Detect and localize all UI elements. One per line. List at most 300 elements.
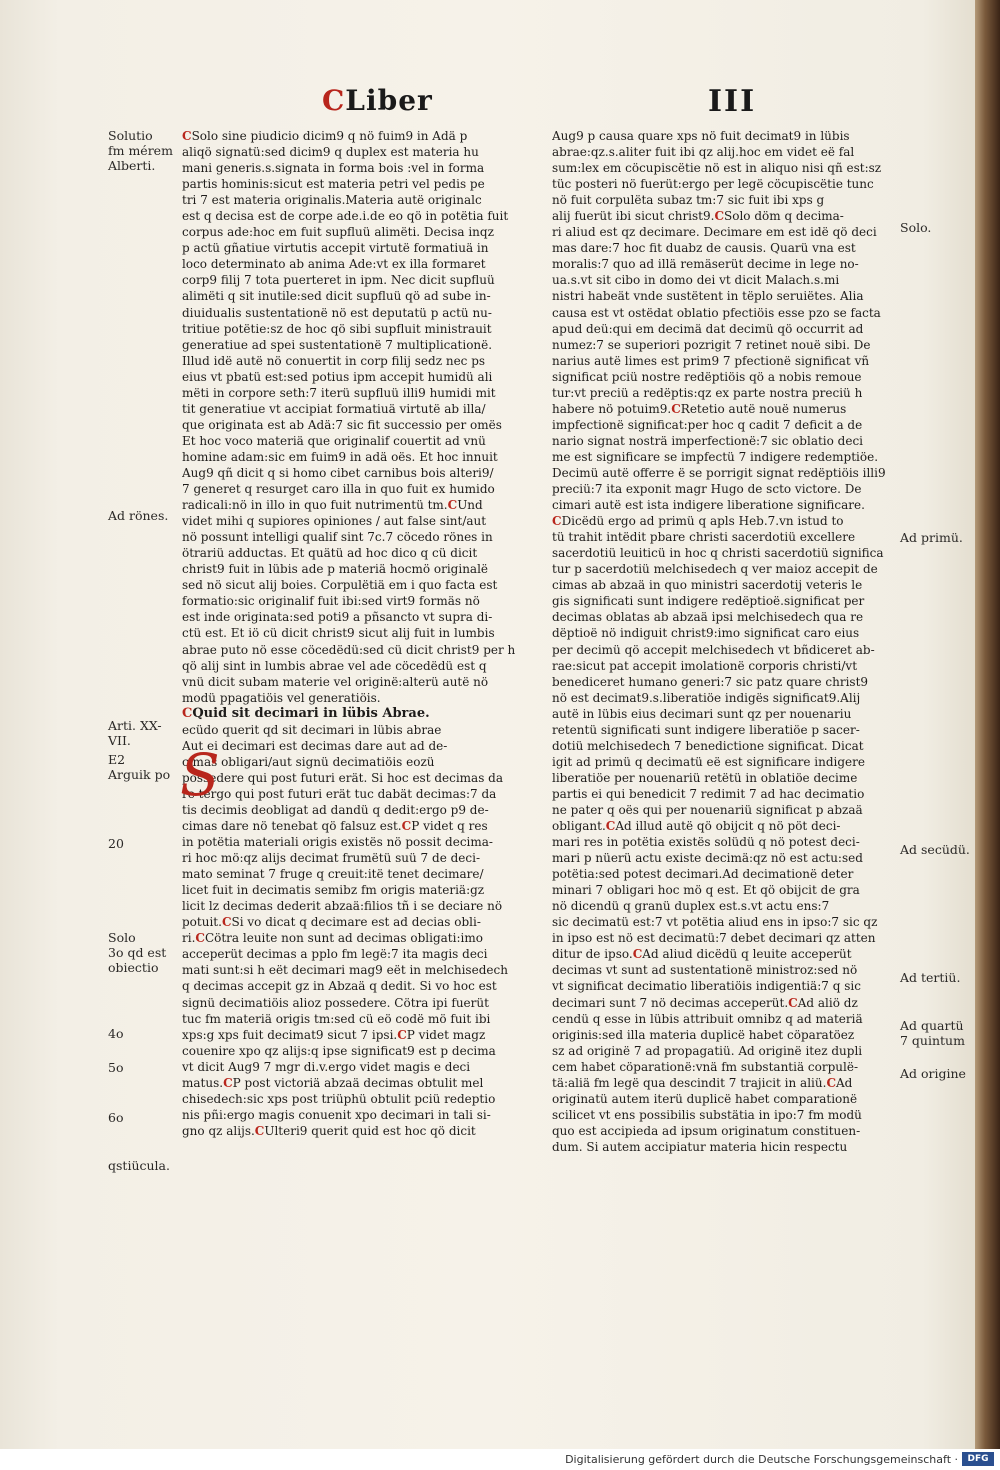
text-line	[182, 754, 534, 770]
right-text-column	[552, 128, 897, 1155]
text-line	[552, 1011, 897, 1027]
line-text: P videt q res	[411, 819, 488, 834]
line-text: tuc fm materiä origis tm:sed cü eö codë mö fuit ibi	[182, 1011, 491, 1026]
text-line	[182, 738, 534, 754]
text-line	[182, 642, 534, 658]
line-text: sic decimatü est:7 vt potëtia aliud ens in ipso:7 sic qz	[552, 915, 878, 930]
line-text: possedere qui post futuri erät. Si hoc est decimas da	[182, 770, 504, 785]
line-text: gis significati sunt indigere redëptioë.significat per	[552, 594, 865, 609]
line-text: Illud idë autë nö conuertit in corp filij sedz nec ps	[182, 353, 486, 368]
line-text: 7 generet q resurget caro illa in quo fuit ex humido	[182, 482, 495, 497]
text-line	[552, 321, 897, 337]
text-line	[552, 465, 897, 481]
text-line	[552, 898, 897, 914]
line-text: ri.	[182, 931, 196, 946]
line-text: quo est accipieda ad ipsum originatum constituen-	[552, 1123, 861, 1138]
text-line	[552, 1059, 897, 1075]
left-text-column	[182, 128, 534, 1139]
margin-note: Arti. XX- VII.	[108, 718, 162, 748]
text-line	[182, 144, 534, 160]
rubric-mark: C	[788, 995, 798, 1010]
text-line	[552, 545, 897, 561]
text-line	[182, 898, 534, 914]
line-text: ditur de ipso.	[552, 947, 633, 962]
line-text: nario signat nosträ imperfectionë:7 sic oblatio deci	[552, 433, 864, 448]
line-text: aliqö signatü:sed dicim9 q duplex est materia hu	[182, 145, 479, 160]
text-line	[552, 1091, 897, 1107]
text-line	[552, 914, 897, 930]
line-text: cimas ab abzaä in quo ministri sacerdotij veteris le	[552, 578, 863, 593]
text-line	[182, 353, 534, 369]
rubric-mark: C	[605, 819, 616, 834]
text-line	[182, 465, 534, 481]
text-line	[552, 353, 897, 369]
text-line	[552, 738, 897, 754]
line-text: Cötra leuite non sunt ad decimas obligati:imo	[204, 931, 483, 946]
text-line	[182, 176, 534, 192]
text-line	[182, 946, 534, 962]
line-text: mas dare:7 hoc fit duabz de causis. Quarü vna est	[552, 241, 856, 256]
line-text: licet fuit in decimatis semibz fm origis materiä:gz	[182, 883, 485, 898]
margin-note: Ad quartü 7 quintum	[900, 1018, 965, 1048]
text-line	[552, 433, 897, 449]
line-text: ua.s.vt sit cibo in domo dei vt dicit Malach.s.mi	[552, 273, 840, 288]
line-text: cimas dare nö tenebat qö falsuz est.	[182, 819, 402, 834]
text-line	[552, 642, 897, 658]
line-text: tä:aliä fm legë qua descindit 7 trajicit in aliü.	[552, 1075, 827, 1090]
line-text: partis hominis:sicut est materia petri vel pedis pe	[182, 177, 485, 192]
line-text: minari 7 obligari hoc mö q est. Et qö obijcit de gra	[552, 883, 860, 898]
text-line	[182, 722, 534, 738]
text-line	[182, 1011, 534, 1027]
line-text: tri 7 est materia originalis.Materia autë originalc	[182, 193, 482, 208]
line-text: re tergo qui post futuri erät tuc dabät decimas:7 da	[182, 786, 497, 801]
line-text: rae:sicut pat accepit imolationë corporis christi/vt	[552, 658, 858, 673]
text-line	[552, 1107, 897, 1123]
line-text: ri aliud est qz decimare. Decimare em est idë qö deci	[552, 225, 877, 240]
line-text: ötrariü adductas. Et quätü ad hoc dico q cü dicit	[182, 546, 478, 561]
text-line	[182, 609, 534, 625]
line-text: ecüdo querit qd sit decimari in lübis abrae	[182, 722, 442, 737]
line-text: liberatiöe per nouenariü retëtü in oblatiöe decime	[552, 770, 858, 785]
line-text: Si vo dicat q decimare est ad decias obli-	[231, 915, 481, 930]
rubric-mark: C	[671, 401, 681, 416]
text-line	[182, 866, 534, 882]
line-text: P post victoriä abzaä decimas obtulit mel	[232, 1075, 484, 1090]
margin-note: Ad secüdü.	[900, 842, 970, 857]
text-line	[182, 305, 534, 321]
line-text: tis decimis deobligat ad dandü q dedit:ergo p9 de-	[182, 802, 489, 817]
line-text: que originata est ab Adä:7 sic fit successio per omës	[182, 417, 502, 432]
line-text: in potëtia materiali origis existës nö possit decima-	[182, 835, 493, 850]
text-line	[182, 674, 534, 690]
line-text: cendü q esse in lübis attribuit omnibz q ad materiä	[552, 1011, 863, 1026]
line-text: originatü autem iterü duplicë habet comparationë	[552, 1091, 858, 1106]
line-text: signü decimatiöis alioz possedere. Cötra ipi fuerüt	[182, 995, 489, 1010]
line-text: videt mihi q supiores opiniones / aut false sint/aut	[182, 514, 487, 529]
line-text: acceperüt decimas a pplo fm legë:7 ita magis deci	[182, 947, 488, 962]
line-text: Dicëdü ergo ad primü q apls Heb.7.vn istud to	[561, 514, 844, 529]
text-line	[182, 882, 534, 898]
text-line	[552, 1139, 897, 1155]
margin-note: qstiücula.	[108, 1158, 170, 1173]
line-text: nistri habeät vnde sustëtent in tëplo seruiëtes. Alia	[552, 289, 864, 304]
line-text: numez:7 se superiori pozrigit 7 retinet nouë sibi. De	[552, 337, 871, 352]
line-text: q decimas accepit gz in Abzaä q dedit. Si vo hoc est	[182, 979, 497, 994]
line-text: tur:vt preciü a redëptis:qz ex parte nostra preciü h	[552, 385, 863, 400]
line-text: moralis:7 quo ad illä remäserüt decime in lege no-	[552, 257, 859, 272]
line-text: tritiue potëtie:sz de hoc qö sibi supfluit ministrauit	[182, 321, 492, 336]
line-text: vt significat decimatio liberatiöis indigentiä:7 q sic	[552, 979, 861, 994]
text-line	[182, 449, 534, 465]
text-line	[552, 674, 897, 690]
line-text: retentü significati sunt indigere liberatiöe p sacer-	[552, 722, 860, 737]
line-text: abrae puto nö esse cöcedëdü:sed cü dicit christ9 per h	[182, 642, 516, 657]
text-line	[552, 144, 897, 160]
text-line	[552, 481, 897, 497]
text-line	[552, 272, 897, 288]
rubric-mark: C	[714, 209, 725, 224]
text-line	[182, 513, 534, 529]
margin-note: Ad rönes.	[108, 508, 169, 523]
line-text: vnü dicit subam materie vel originë:alterü autë nö	[182, 674, 489, 689]
text-line	[552, 192, 897, 208]
line-text: tur p sacerdotiü melchisedech q ver maioz accepit de	[552, 562, 878, 577]
text-line	[552, 802, 897, 818]
text-line	[182, 337, 534, 353]
text-line	[552, 930, 897, 946]
line-text: vt dicit Aug9 7 mgr di.v.ergo videt magis e deci	[182, 1059, 471, 1074]
text-line	[182, 1075, 534, 1091]
text-line	[552, 625, 897, 641]
text-line	[182, 256, 534, 272]
line-text: Ad illud autë qö obijcit q nö pöt deci-	[615, 819, 841, 834]
text-line	[182, 834, 534, 850]
line-text: Und	[457, 498, 483, 513]
line-text: Aut ei decimari est decimas dare aut ad de-	[182, 738, 448, 753]
text-line	[182, 690, 534, 706]
line-text: tit generatiue vt accipiat formatiuä virtutë ab illa/	[182, 401, 486, 416]
line-text: est inde originata:sed poti9 a pñsancto vt supra di-	[182, 610, 493, 625]
line-text: sz ad originë 7 ad propagatiü. Ad originë itez dupli	[552, 1043, 863, 1058]
line-text: dëptioë nö indiguit christ9:imo significat caro eius	[552, 626, 860, 641]
line-text: Ulteri9 querit quid est hoc qö dicit	[264, 1123, 476, 1138]
text-line	[552, 1043, 897, 1059]
line-text: igit ad primü q decimatü eë est significare indigere	[552, 754, 865, 769]
line-text: nö possunt intelligi qualif sint 7c.7 cöcedo rönes in	[182, 530, 493, 545]
text-line	[182, 288, 534, 304]
text-line	[182, 1059, 534, 1075]
margin-note: Solo.	[900, 220, 932, 235]
rubric-mark: C	[182, 129, 192, 143]
line-text: ctü est. Et iö cü dicit christ9 sicut alij fuit in lumbis	[182, 626, 495, 641]
text-line	[552, 497, 897, 513]
text-line	[182, 1107, 534, 1123]
text-line	[552, 834, 897, 850]
line-text: eius vt pbatü est:sed potius ipm accepit humidü ali	[182, 369, 493, 384]
line-text: Quid sit decimari in lübis Abrae.	[192, 705, 430, 721]
rubric-mark: C	[447, 498, 458, 513]
footer-credit: Digitalisierung gefördert durch die Deutsche Forschungsgemeinschaft ·	[565, 1453, 958, 1466]
line-text: partis ei qui benedicit 7 redimit 7 ad hac decimatio	[552, 786, 865, 801]
line-text: tü trahit intëdit pbare christi sacerdotiü excellere	[552, 530, 856, 545]
text-line	[552, 1123, 897, 1139]
line-text: decimari sunt 7 nö decimas acceperüt.	[552, 995, 789, 1010]
rubric-mark: C	[223, 1075, 233, 1090]
rubric-mark: C	[254, 1123, 265, 1138]
text-line	[182, 818, 534, 834]
text-line	[182, 1091, 534, 1107]
text-line	[552, 770, 897, 786]
text-line	[552, 706, 897, 722]
line-text: abrae:qz.s.aliter fuit ibi qz alij.hoc em videt eë fal	[552, 145, 855, 160]
text-line	[552, 449, 897, 465]
text-line	[552, 1027, 897, 1043]
text-line	[182, 208, 534, 224]
text-line	[182, 561, 534, 577]
line-text: qö alij sint in lumbis abrae vel ade cöcedëdü est q	[182, 658, 487, 673]
line-text: nö dicendü q granü duplex est.s.vt actu ens:7	[552, 899, 830, 914]
text-line	[552, 882, 897, 898]
text-line	[182, 401, 534, 417]
text-line	[182, 802, 534, 818]
line-text: licit lz decimas dederit abzaä:filios tñ i se deciare nö	[182, 899, 503, 914]
text-line	[552, 288, 897, 304]
text-line	[552, 722, 897, 738]
line-text: me est significare se impfectü 7 indigere redemptiöe.	[552, 449, 879, 464]
line-text: Solo döm q decima-	[724, 209, 844, 224]
margin-note: 5o	[108, 1060, 124, 1075]
text-line	[552, 224, 897, 240]
text-line	[552, 850, 897, 866]
line-text: mari p nüerü actu existe decimä:qz nö est actu:sed	[552, 851, 863, 866]
rubric-mark: C	[397, 1027, 407, 1042]
text-line	[552, 417, 897, 433]
rubric-mark: C	[182, 705, 193, 721]
rubric-mark: C	[552, 514, 562, 529]
rubric-mark: C	[195, 931, 205, 946]
line-text: narius autë limes est prim9 7 pfectionë significat vñ	[552, 353, 870, 368]
rubric-mark: C	[221, 915, 232, 930]
text-line	[182, 272, 534, 288]
running-title-mark: C	[322, 84, 346, 117]
margin-note: Ad tertiü.	[900, 970, 961, 985]
line-text: sed nö sicut alij boies. Corpulëtiä em i quo facta est	[182, 578, 498, 593]
line-text: per decimü qö accepit melchisedech vt bñdiceret ab-	[552, 642, 875, 657]
text-line	[552, 754, 897, 770]
line-text: mani generis.s.signata in forma bois :vel in forma	[182, 161, 485, 176]
line-text: ne pater q oës qui per nouenariü significat p abzaä	[552, 802, 863, 817]
line-text: alimëti q sit inutile:sed dicit supfluü qö ad sube in-	[182, 289, 491, 304]
text-line	[552, 337, 897, 353]
line-text: Et hoc voco materiä que originalif couertit ad vnü	[182, 433, 486, 448]
line-text: nis pñi:ergo magis conuenit xpo decimari in tali si-	[182, 1107, 491, 1122]
line-text: est q decisa est de corpe ade.i.de eo qö in potëtia fuit	[182, 209, 509, 224]
margin-note: 20	[108, 836, 124, 851]
text-line	[182, 481, 534, 497]
dfg-logo-icon: DFG	[962, 1452, 994, 1466]
text-line	[552, 609, 897, 625]
line-text: matus.	[182, 1075, 224, 1090]
text-line	[552, 690, 897, 706]
line-text: causa est vt ostëdat oblatio pfectiöis esse pzo se facta	[552, 305, 881, 320]
text-line	[182, 770, 534, 786]
line-text: preciü:7 ita exponit magr Hugo de scto victore. De	[552, 482, 862, 497]
line-text: nö est decimat9.s.liberatiöe indigës significat9.Alij	[552, 690, 861, 705]
line-text: cimas obligari/aut signü decimatiöis eozü	[182, 754, 435, 769]
margin-note: Solo 3o qd est obiectio	[108, 930, 167, 975]
running-title	[322, 84, 433, 120]
line-text: nö fuit corpulëta subaz tm:7 sic fuit ibi xps g	[552, 193, 825, 208]
text-line	[552, 529, 897, 545]
text-line	[182, 625, 534, 641]
text-line	[552, 256, 897, 272]
line-text: apud deü:qui em decimä dat decimü qö occurrit ad	[552, 321, 864, 336]
text-line	[182, 321, 534, 337]
text-line	[182, 995, 534, 1011]
text-line	[552, 866, 897, 882]
line-text: P videt magz	[406, 1027, 486, 1042]
decorated-initial-s: S	[180, 741, 220, 809]
line-text: Retetio autë nouë numerus	[680, 401, 847, 416]
line-text: Ad aliö dz	[797, 995, 858, 1010]
text-line	[552, 946, 897, 962]
line-text: originis:sed illa materia duplicë habet cöparatöez	[552, 1027, 855, 1042]
line-text: dum. Si autem accipiatur materia hicin respectu	[552, 1139, 848, 1154]
text-line	[552, 385, 897, 401]
text-line	[182, 385, 534, 401]
line-text: alij fuerüt ibi sicut christ9.	[552, 209, 715, 224]
text-line	[182, 160, 534, 176]
line-text: modü ppagatiöis vel generatiöis.	[182, 690, 381, 705]
text-line	[182, 417, 534, 433]
text-line	[182, 433, 534, 449]
line-text: significat pciü nostre redëptiöis qö a nobis remoue	[552, 369, 862, 384]
line-text: potuit.	[182, 915, 222, 930]
text-line	[182, 786, 534, 802]
text-line	[552, 995, 897, 1011]
line-text: corp9 filij 7 tota puerteret in ipm. Nec dicit supfluü	[182, 273, 495, 288]
line-text: decimas vt sunt ad sustentationë ministroz:sed nö	[552, 963, 858, 978]
text-line	[552, 240, 897, 256]
text-line	[552, 1075, 897, 1091]
line-text: Aug9 qñ dicit q si homo cibet carnibus bois alteri9/	[182, 465, 494, 480]
text-line	[552, 401, 897, 417]
running-title-text: Liber	[345, 84, 433, 117]
line-text: Ad	[836, 1075, 853, 1090]
margin-note: Ad primü.	[900, 530, 963, 545]
text-line	[552, 593, 897, 609]
text-line	[182, 192, 534, 208]
line-text: p actü gñatiue virtutis accepit virtutë formatiuä in	[182, 241, 489, 256]
text-line	[182, 930, 534, 946]
text-line	[182, 369, 534, 385]
folio-number: III	[708, 84, 757, 119]
line-text: radicali:nö in illo in quo fuit nutrimentü tm.	[182, 498, 448, 513]
line-text: benediceret humano generi:7 sic patz quare christ9	[552, 674, 869, 689]
line-text: cem habet cöparationë:vnä fm substantiä corpulë-	[552, 1059, 859, 1074]
line-text: in ipso est nö est decimatü:7 debet decimari qz atten	[552, 931, 876, 946]
line-text: sum:lex em cöcupiscëtie nö est in aliquo nisi qñ est:sz	[552, 161, 882, 176]
text-line	[552, 369, 897, 385]
text-line	[182, 850, 534, 866]
text-line	[552, 786, 897, 802]
text-line	[552, 160, 897, 176]
line-text: Solo sine piudicio dicim9 q nö fuim9 in Adä p	[191, 129, 468, 143]
line-text: generatiue ad spei sustentationë 7 multiplicationë.	[182, 337, 493, 352]
text-line	[552, 561, 897, 577]
line-text: Aug9 p causa quare xps nö fuit decimat9 in lübis	[552, 129, 850, 143]
text-line	[182, 529, 534, 545]
rubric-mark: C	[632, 947, 643, 962]
line-text: gno qz alijs.	[182, 1123, 255, 1138]
line-text: habere nö potuim9.	[552, 401, 672, 416]
line-text: Decimü autë offerre ë se porrigit signat redëptiöis illi9	[552, 465, 886, 480]
text-line	[182, 658, 534, 674]
line-text: formatio:sic originalif fuit ibi:sed virt9 formäs nö	[182, 594, 480, 609]
margin-note: Solutio fm mérem Alberti.	[108, 128, 173, 173]
text-line	[552, 818, 897, 834]
line-text: potëtia:sed potest decimari.Ad decimationë deter	[552, 867, 854, 882]
line-text: Ad aliud dicëdü q leuite acceperüt	[642, 947, 852, 962]
text-line	[182, 962, 534, 978]
line-text: decimas oblatas ab abzaä ipsi melchisedech qua re	[552, 610, 864, 625]
line-text: mato seminat 7 fruge q creuit:itë tenet decimare/	[182, 867, 484, 882]
line-text: mëti in corpore seth:7 iterü supfluü illi9 humidi mit	[182, 385, 496, 400]
line-text: mati sunt:si h eët decimari mag9 eët in melchisedech	[182, 963, 508, 978]
text-line	[552, 176, 897, 192]
text-line	[182, 224, 534, 240]
text-line	[182, 978, 534, 994]
line-text: loco determinato ab anima Ade:vt ex illa formaret	[182, 257, 486, 272]
line-text: scilicet vt ens possibilis substätia in ipo:7 fm modü	[552, 1107, 862, 1122]
line-text: diuidualis sustentationë nö est deputatü p actü nu-	[182, 305, 492, 320]
line-text: sacerdotiü leuiticü in hoc q christi sacerdotiü significa	[552, 546, 884, 561]
text-line	[182, 128, 534, 144]
text-line	[182, 593, 534, 609]
line-text: obligant.	[552, 819, 606, 834]
margin-note: 6o	[108, 1110, 124, 1125]
text-line	[182, 545, 534, 561]
line-text: mari res in potëtia existës solüdü q nö potest deci-	[552, 835, 860, 850]
line-text: christ9 fuit in lübis ade p materiä hocmö originalë	[182, 562, 489, 577]
line-text: cimari autë est ista indigere liberatione significare.	[552, 498, 865, 513]
text-line	[552, 978, 897, 994]
section-heading	[182, 706, 534, 722]
book-edge	[975, 0, 1000, 1449]
line-text: impfectionë significat:per hoc q cadit 7 deficit a de	[552, 417, 863, 432]
rubric-mark: C	[826, 1075, 836, 1090]
line-text: xps:g xps fuit decimat9 sicut 7 ipsi.	[182, 1027, 398, 1042]
line-text: autë in lübis eius decimari sunt qz per nouenariu	[552, 706, 852, 721]
text-line	[182, 1043, 534, 1059]
text-line	[552, 128, 897, 144]
text-line	[552, 305, 897, 321]
text-line	[182, 914, 534, 930]
text-line	[182, 1123, 534, 1139]
text-line	[182, 240, 534, 256]
line-text: homine adam:sic em fuim9 in adä oës. Et hoc innuit	[182, 449, 498, 464]
margin-note: Ad origine	[900, 1066, 966, 1081]
text-line	[552, 208, 897, 224]
text-line	[552, 962, 897, 978]
line-text: ri hoc mö:qz alijs decimat frumëtü suü 7 de deci-	[182, 851, 481, 866]
margin-note: E2 Arguik po	[108, 752, 171, 782]
text-line	[552, 513, 897, 529]
text-line	[182, 577, 534, 593]
line-text: tüc posteri nö fuerüt:ergo per legë cöcupiscëtie tunc	[552, 177, 874, 192]
text-line	[182, 1027, 534, 1043]
